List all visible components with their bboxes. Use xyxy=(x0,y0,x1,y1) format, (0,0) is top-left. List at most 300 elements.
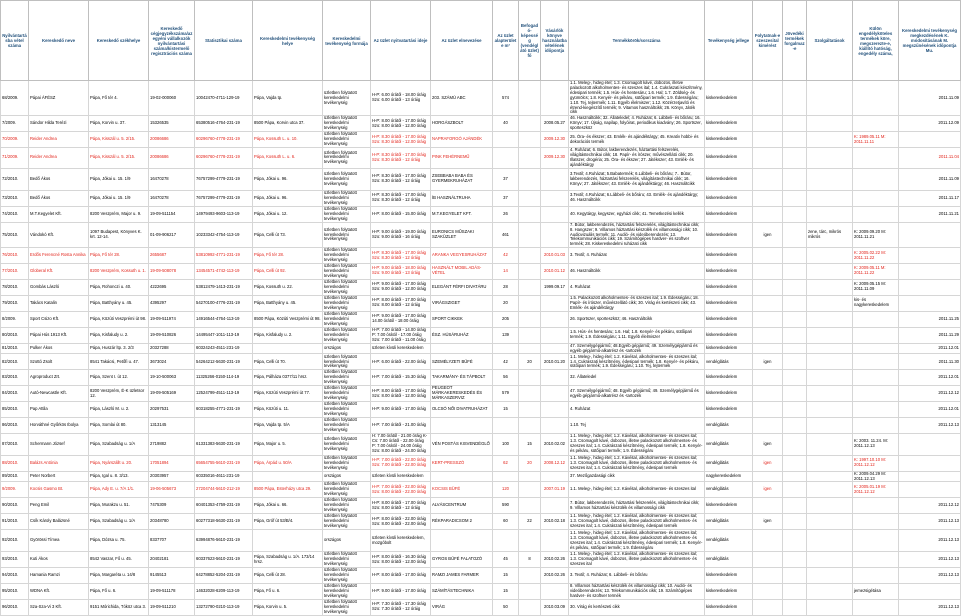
table-cell: M.T.Kegyelet Kft. xyxy=(29,206,89,222)
table-cell: 47. Személygépjármű; 48.Egyéb gépjármű; 49. Személygépjármű és egyéb gépjármű-alkatrész és -tartozék xyxy=(569,343,705,354)
table-cell xyxy=(807,311,853,327)
table-cell: 2008.12.12 xyxy=(541,455,569,471)
table-cell: nagykereskedelem xyxy=(705,471,753,482)
table-cell: üzletben folytatott kereskedelmi tevékenység xyxy=(323,279,371,295)
table-cell xyxy=(783,402,807,418)
table-cell: 20 xyxy=(519,455,541,471)
table-cell xyxy=(853,530,899,552)
table-cell xyxy=(853,116,899,132)
table-cell: 1.1. Meleg-, hideg étel; 1.2. Kávéital, alkoholmentes- és szeszes ital; 1.3. Csomagolt kávé, dobozos, illetve palackozott alkoholmentes- és szeszes ital xyxy=(569,552,705,568)
table-cell: 2010.01.03 xyxy=(541,248,569,264)
table-cell: 2011.11.25 xyxy=(899,311,961,327)
table-cell: vendéglátás xyxy=(705,354,753,370)
table-cell xyxy=(783,116,807,132)
table-cell: 26. Sportszer, sporteszköz; 46. Használtcikk xyxy=(569,311,705,327)
table-cell: Györössi Tímea xyxy=(29,530,89,552)
table-cell: Pápa, Szabadság u. 1/A xyxy=(89,514,149,530)
table-cell: 82/2010. xyxy=(1,354,29,370)
table-cell: 2010.01.12 xyxy=(541,263,569,279)
table-cell: Pulker Ákos xyxy=(29,343,89,354)
table-cell: VIRÁG xyxy=(431,599,493,615)
column-header: Külön engedélyköteles termékek köre, megszerezte-e, kiállító hatóság, engedély száma, xyxy=(853,1,899,81)
table-cell: üzletben folytatott kereskedelmi tevékenység xyxy=(323,417,371,433)
table-cell: 16470278 xyxy=(149,190,195,206)
table-cell xyxy=(783,552,807,568)
table-cell: Autó-Newcastle Kft. xyxy=(29,386,89,402)
table-cell: H-P: 8.00 órától - 16.30 óráig Szo: 8.00 órától - 12.00 óráig xyxy=(371,552,431,568)
table-cell: üzletben folytatott kereskedelmi tevékenység xyxy=(323,148,371,169)
table-cell: 1999.09.17 xyxy=(541,279,569,295)
table-cell xyxy=(431,530,493,552)
table-cell: Pápa, Kisfaludy u. 2. xyxy=(89,327,149,343)
table-cell: 2008.05.27 xyxy=(541,116,569,132)
table-cell xyxy=(519,132,541,148)
table-cell xyxy=(541,81,569,116)
table-cell: H-P: 9.00 órától - 17.00 óráig xyxy=(371,402,431,418)
table-cell: HORGÁSZBOLT xyxy=(431,116,493,132)
table-cell: Pápa, Jókai u. 15. 1/9 xyxy=(89,168,149,190)
column-header: Folytatnak-e szeszesital kimérést xyxy=(753,1,783,81)
table-cell: 80/2010. xyxy=(1,327,29,343)
table-cell: 60324243-4511-231-19 xyxy=(195,343,253,354)
table-cell: H-P: 9.00 órától - 17.00 óráig Szo: 9.00 órától - 12.00 óráig xyxy=(371,279,431,295)
table-cell: 30. Virág és kertészeti cikk xyxy=(569,599,705,615)
table-cell: üzletben folytatott kereskedelmi tevékenység xyxy=(323,433,371,455)
table-cell: 3.Textil; 4.Ruházat; 5.Babatermék; 6.Lábbeli- és bőráru; 7.. Bútor, lakberendezés, háztartási felszerelés, világítástechnikai cikk; 16. Könyv; 27. Játékszer; 43. Emlék- és ajándéktárgy; 46. Használtcikk xyxy=(569,168,705,190)
table-cell xyxy=(253,471,323,482)
table-cell: KOCSIS BÜFÉ xyxy=(431,482,493,498)
table-cell xyxy=(783,433,807,455)
table-cell xyxy=(807,343,853,354)
table-cell xyxy=(753,81,783,116)
table-cell xyxy=(807,354,853,370)
table-cell: 8542 Vaszar, Fő u. 45. xyxy=(89,552,149,568)
table-cell xyxy=(519,279,541,295)
table-row xyxy=(1,498,961,514)
table-cell xyxy=(541,190,569,206)
table-cell: 19-10-500063 xyxy=(149,370,195,386)
table-cell xyxy=(519,568,541,584)
table-cell xyxy=(807,132,853,148)
table-cell: 2011.12.13 xyxy=(899,552,961,568)
table-cell: 75/2010. xyxy=(1,222,29,248)
table-cell: H-P: 7.00 órától - 22.00 óráig Szo: 7.00 órától - 22.00 óráig xyxy=(371,455,431,471)
table-row xyxy=(1,482,961,498)
table-cell: kiskereskedelem xyxy=(705,386,753,402)
table-cell: 2007.01.19 xyxy=(541,482,569,498)
table-cell: 10042470-4711-129-19 xyxy=(195,81,253,116)
table-cell: igen xyxy=(753,455,783,471)
table-cell: Pápa, Kossuth L. u. 10. xyxy=(253,132,323,148)
table-cell: 2011.12.13 xyxy=(899,599,961,615)
table-cell xyxy=(493,148,519,169)
table-cell: 20297531 xyxy=(149,402,195,418)
table-cell xyxy=(899,482,961,498)
table-cell: Pápa, Huszár ltp. 3. 2/3 xyxy=(89,343,149,354)
table-cell xyxy=(783,263,807,279)
table-cell: 84/2010. xyxy=(1,386,29,402)
table-cell: 47. Személygépjármű; 48. Egyéb gépjármű; 49. Személygépjármű és egyéb gépjármű-alkatrész és -tartozék xyxy=(569,386,705,402)
table-cell: Pápa, Közúti u. 11. xyxy=(253,402,323,418)
table-cell: üzletben folytatott kereskedelmi tevékenység xyxy=(323,132,371,148)
table-cell: 1.1. Meleg-, hideg étel; 1.3. Csomagolt kávé, dobozos, illetve palackozott alkoholmentes- és szeszes ital; 1.4. Cukrászati készítmény, édesipari termék; 1.5. Hús- és hentesáru; 1.6. Hal; 1.7. Zöldség- és gyümölcs; 1.8. Kenyér- és pékáru, sütőipari termék; 1.9. Édességáru; 1.10. Tej, tejtermék; 1.11. Egyéb élelmiszer; 1.12. Közérzetjavító és étrend-kiegészítő termék; 9. Vitamos használtcikk; 26. Könyv, Játék cikk xyxy=(570,80,703,115)
table-cell xyxy=(493,343,519,354)
table-cell: 2011.11.17 xyxy=(899,190,961,206)
table-cell: 19-09-511974 xyxy=(149,311,195,327)
table-cell: K: 2005.02.22 M: 2011.11.22 xyxy=(853,248,899,264)
table-body xyxy=(1,81,961,616)
table-cell xyxy=(753,132,783,148)
table-cell xyxy=(753,279,783,295)
table-cell xyxy=(807,327,853,343)
table-cell: K: 2009.05.11 M: 2011.11.22 xyxy=(853,263,899,279)
table-cell xyxy=(541,402,569,418)
table-cell xyxy=(519,402,541,418)
table-cell: 13272790-0210-113-19 xyxy=(195,599,253,615)
table-cell: 96/2010. xyxy=(1,599,29,615)
table-cell xyxy=(899,471,961,482)
table-cell: 2011.12.13 xyxy=(899,514,961,530)
table-cell xyxy=(783,514,807,530)
table-cell: Pápa, Vajda tp. 5/A xyxy=(253,417,323,433)
table-cell: vendéglátás xyxy=(705,530,753,552)
table-cell: Pápai Hús 1913 Kft. xyxy=(29,327,89,343)
table-cell xyxy=(519,530,541,552)
table-cell: 22 xyxy=(519,514,541,530)
table-cell xyxy=(853,190,899,206)
table-cell: 20402181 xyxy=(149,552,195,568)
column-header: Szolgáltatások xyxy=(807,1,853,81)
table-cell: vendéglátás xyxy=(705,455,753,471)
table-cell: vendéglátás xyxy=(705,552,753,568)
table-cell: üzletben folytatott kereskedelmi tevékenység xyxy=(323,599,371,615)
table-cell xyxy=(783,190,807,206)
table-cell xyxy=(807,263,853,279)
table-cell xyxy=(783,222,807,248)
table-cell xyxy=(519,417,541,433)
table-cell: 2010.02.18 xyxy=(541,514,569,530)
column-header: Kereskedő székhelye xyxy=(89,1,149,81)
table-cell: 9151 Mórichida, Tóköz utca 3. xyxy=(89,599,149,615)
table-cell xyxy=(753,148,783,169)
table-cell: OLCSÓ NŐI DIVATRUHÁZAT xyxy=(431,402,493,418)
table-cell: 37. Mezőgazdasági cikk xyxy=(569,471,705,482)
table-cell: 139 xyxy=(493,327,519,343)
column-header: Jövedéki termékek forgalmaz-e xyxy=(783,1,807,81)
table-cell: 2011.12.12 xyxy=(899,498,961,514)
table-cell: üzletben folytatott kereskedelmi tevékenység xyxy=(323,455,371,471)
table-row xyxy=(1,583,961,599)
table-cell: kiskereskedelem xyxy=(705,116,753,132)
table-cell xyxy=(853,417,899,433)
table-cell xyxy=(783,81,807,116)
table-cell xyxy=(541,311,569,327)
table-cell: Pápa, Fő u. 6. xyxy=(253,583,323,599)
table-row xyxy=(1,402,961,418)
table-cell: kiskereskedelem xyxy=(705,402,753,418)
table-cell: kiskereskedelem xyxy=(705,370,753,386)
table-row xyxy=(1,116,961,132)
table-row xyxy=(1,471,961,482)
table-row xyxy=(1,263,961,279)
table-cell xyxy=(807,190,853,206)
table-cell: kiskereskedelem xyxy=(705,81,753,116)
table-cell: Pápa, Kisszál u. 5. 2/15. xyxy=(89,132,149,148)
table-cell: 2010.02.02 xyxy=(541,433,569,455)
table-cell xyxy=(753,386,783,402)
table-cell: 19-09-511210 xyxy=(149,599,195,615)
table-cell: 19-02-000060 xyxy=(149,81,195,116)
table-cell xyxy=(853,148,899,169)
table-cell: igen xyxy=(753,514,783,530)
table-cell: H-P: 8.00 órától - 15.00 óráig xyxy=(371,206,431,222)
table-cell xyxy=(783,132,807,148)
table-cell: 10233342-4754-113-19 xyxy=(195,222,253,248)
table-cell: kiskereskedelem xyxy=(705,206,753,222)
table-cell: ARANKA VEGYESRUHÁZAT xyxy=(431,248,493,264)
table-cell xyxy=(519,295,541,311)
table-cell: 94/2010. xyxy=(1,568,29,584)
table-cell xyxy=(783,583,807,599)
table-cell: 2011.11.29 xyxy=(899,327,961,343)
table-cell xyxy=(519,482,541,498)
table-cell: 53812479-1413-231-19 xyxy=(195,279,253,295)
table-cell: H: 7.00 órától - 21.00 óráig K-Cs: 7.00 órától - 22.00 óráig P: 7.00 órától - 24.00 óráig Szo: 8.00 órától - 24.00 óráig xyxy=(371,433,431,455)
table-cell: Csík Károly Balázsné xyxy=(29,514,89,530)
table-row xyxy=(1,354,961,370)
table-cell xyxy=(783,248,807,264)
table-cell: Horváthné Győrkös Ibolya xyxy=(29,417,89,433)
table-cell: kiskereskedelem xyxy=(705,311,753,327)
table-cell: üzletben folytatott kereskedelmi tevékenység xyxy=(323,327,371,343)
table-cell: Pápa, Fő tér 4. xyxy=(89,81,149,116)
table-cell: 16470278 xyxy=(149,168,195,190)
table-cell xyxy=(783,206,807,222)
table-cell: 32. Állateledel xyxy=(569,370,705,386)
table-cell: 76757299-4779-231-19 xyxy=(195,190,253,206)
table-row xyxy=(1,530,961,552)
table-row xyxy=(1,132,961,148)
table-cell: H-P: 6.00 órától - 18.00 óráig Szo: 6.00 órától - 13 óráig xyxy=(371,81,431,116)
table-cell xyxy=(807,370,853,386)
table-cell xyxy=(753,471,783,482)
table-cell: 65654755-5610-231-19 xyxy=(195,455,253,471)
table-cell xyxy=(783,568,807,584)
table-cell: 3. Textil; 4. Ruházat; 6. Lábbeli- és bőráru xyxy=(569,568,705,584)
table-cell: H-P: 7.00 órától - 14.00 óráig P: 7.00 órától - 17.00 óráig Szo: 7.00 órától - 11.00 óráig xyxy=(371,327,431,343)
table-cell: Peng Emil xyxy=(29,498,89,514)
table-cell xyxy=(753,295,783,311)
table-cell xyxy=(519,81,541,116)
table-cell: 54264212-5630-231-19 xyxy=(195,354,253,370)
table-cell xyxy=(807,514,853,530)
table-cell xyxy=(541,222,569,248)
table-cell: 8500 Pápa, Közúti Veszprémi út 98. xyxy=(253,311,323,327)
table-cell xyxy=(783,168,807,190)
table-cell xyxy=(753,263,783,279)
table-cell: Pápa, Jókai u. 66. xyxy=(253,498,323,514)
table-cell xyxy=(807,295,853,311)
table-cell: 2011.11.09 xyxy=(899,81,961,116)
table-cell: RÉKPARADICSOM 2 xyxy=(431,514,493,530)
table-cell: 14979493-9603-113-19 xyxy=(195,206,253,222)
table-cell: 14916544-4764-113-19 xyxy=(195,311,253,327)
table-cell: 50 xyxy=(493,599,519,615)
table-cell xyxy=(519,311,541,327)
table-cell: 19-06-505673 xyxy=(149,482,195,498)
table-cell: 2011.11.04 xyxy=(899,148,961,169)
table-cell: 27204744-5610-212-19 xyxy=(195,482,253,498)
table-row xyxy=(1,568,961,584)
table-cell: Pápa, Celli út 70. xyxy=(253,354,323,370)
table-cell: 12524799-4511-113-19 xyxy=(195,386,253,402)
table-cell: Pápa, Celli út 73. xyxy=(253,222,323,248)
table-cell xyxy=(853,386,899,402)
table-cell: 13454571-4742-113-19 xyxy=(195,263,253,279)
table-cell: 76/2010. xyxy=(1,248,29,264)
table-cell: üzletben folytatott kereskedelmi tevékenység xyxy=(323,263,371,279)
table-cell: 54270100-4776-231-19 xyxy=(195,295,253,311)
table-cell: Pápa, Celli út 28. xyxy=(253,568,323,584)
table-cell: Pápa, Jókai u. 96. xyxy=(253,190,323,206)
table-cell xyxy=(853,343,899,354)
table-cell xyxy=(431,417,493,433)
table-cell: üzletben folytatott kereskedelmi tevékenység xyxy=(323,386,371,402)
table-cell: igen xyxy=(753,482,783,498)
table-cell xyxy=(807,568,853,584)
table-cell xyxy=(541,583,569,599)
table-cell xyxy=(807,599,853,615)
table-cell: üzletben folytatott kereskedelmi tevékenység xyxy=(323,222,371,248)
table-cell: H-P: 6.00 órától - 22.00 óráig xyxy=(371,354,431,370)
table-cell: 7475309 xyxy=(149,498,195,514)
table-cell: Pápa, Kisszál u. 5. 2/15. xyxy=(89,148,149,169)
table-cell xyxy=(783,311,807,327)
table-cell: H-P: 8.30 órától - 17.00 óráig Szo: 8.30 órától - 12 óráig xyxy=(371,248,431,264)
table-cell xyxy=(783,386,807,402)
table-row xyxy=(1,190,961,206)
table-cell: 205 xyxy=(493,311,519,327)
table-cell: PINK FEHÉRNEMŰ xyxy=(431,148,493,169)
table-cell xyxy=(541,370,569,386)
table-cell: 37 xyxy=(493,168,519,190)
table-cell: 62 xyxy=(493,455,519,471)
table-cell xyxy=(807,168,853,190)
table-cell: vendéglátás xyxy=(705,514,753,530)
table-cell: KERT-PRESSZÓ xyxy=(431,455,493,471)
table-cell: 88/2010. xyxy=(1,455,29,471)
table-cell: K: 2009.09.20 M: 2011.11.21 xyxy=(853,222,899,248)
table-cell xyxy=(753,402,783,418)
table-cell: 1.1. Meleg-, hideg étel; 1.2. Kávéital, alkoholmentes- és szeszes ital; 1.3. Csomagolt kávé, dobozos, illetve palackozott alkoholmentes- és szeszes ital; 1.4. Cukrászati készítmény, édesipari termék xyxy=(569,514,705,530)
table-cell: 2011.12.13 xyxy=(899,530,961,552)
table-cell: Pápa, Szent I. út 12. xyxy=(89,370,149,386)
table-cell: VIRÁGSZIGET xyxy=(431,295,493,311)
table-cell xyxy=(899,263,961,279)
table-cell: üzletben folytatott kereskedelmi tevékenység xyxy=(323,206,371,222)
table-cell: H-P: 7.00 órától - 22.00 óráig Szo: 8.00 órától - 22.00 óráig xyxy=(371,482,431,498)
table-cell: vendéglátás xyxy=(705,482,753,498)
table-cell: 2009.12.30 xyxy=(541,148,569,169)
table-cell: kiskereskedelem xyxy=(705,327,753,343)
table-cell: H-P: 8.00 órától - 17.00 óráig Szo: 8.00 órától - 12.00 óráig xyxy=(371,116,431,132)
table-cell: 579 xyxy=(493,386,519,402)
table-cell: H-P: 8.00 órától - 17.00 óráig Szo: 8.00 órától - 12 óráig xyxy=(371,295,431,311)
table-cell: 56 xyxy=(493,370,519,386)
table-cell: Pápa, Margaréta u. 14/8 xyxy=(89,568,149,584)
table-row xyxy=(1,552,961,568)
column-header: Statisztikai száma xyxy=(195,1,253,81)
table-cell: 120 xyxy=(493,482,519,498)
table-cell xyxy=(753,206,783,222)
table-cell xyxy=(753,530,783,552)
table-cell: 85/2010. xyxy=(1,402,29,418)
table-cell xyxy=(899,132,961,148)
table-cell: kiskereskedelem xyxy=(705,498,753,514)
table-cell: 26 xyxy=(493,206,519,222)
table-cell: 46. Használtcikk; 32. Állateledel; 4. Ruházat; 6. Lábbeli- és bőráru; 16. Könyv; 17. Újság, napilap, folyóirat, periodikus kiadvány; 26. Sportszer, sporteszköz xyxy=(569,116,705,132)
column-header: Kereskedő neve xyxy=(29,1,89,81)
table-cell: 9/2009. xyxy=(1,482,29,498)
table-cell: RAMZI JAMES FARMER xyxy=(431,568,493,584)
table-cell: SZEMÉLYZETI BÜFÉ xyxy=(431,354,493,370)
table-cell: H-P: 9.00 órától - 18.00 óráig Szo: 9.00 órától - 13 óráig xyxy=(371,263,431,279)
table-cell: Schermann József xyxy=(29,433,89,455)
table-cell: Pápa, Korvin u. 37. xyxy=(89,116,149,132)
table-cell: 1.5. Palackozott alkoholmentes- és szeszes ital; 1.9. Édességáru; 18. Papír- és írószer, művészellátó cikk; 30. Virág és kertészeti cikk; 43. Emlék- és ajándéktárgy xyxy=(569,295,705,311)
table-cell: Pápa, Árpád u. 50/A xyxy=(253,455,323,471)
column-header: Kereskedelmi tevékenység helye xyxy=(253,1,323,81)
table-row xyxy=(1,279,961,295)
table-cell xyxy=(519,263,541,279)
table-cell xyxy=(807,248,853,264)
table-cell xyxy=(519,370,541,386)
table-cell: kiskereskedelem xyxy=(705,599,753,615)
table-cell xyxy=(807,386,853,402)
table-cell: 19-09-510826 xyxy=(149,327,195,343)
table-cell xyxy=(853,168,899,190)
table-cell: 61331383-5630-231-19 xyxy=(195,433,253,455)
table-cell: H-P: 8.30 órától - 17.00 óráig Szo: 8.30 órától - 12 óráig xyxy=(371,190,431,206)
table-cell: kiskereskedelem xyxy=(705,343,753,354)
table-cell: 19-09-505169 xyxy=(149,386,195,402)
table-cell xyxy=(519,498,541,514)
table-cell xyxy=(783,482,807,498)
table-cell: 93/2010. xyxy=(1,552,29,568)
table-cell: 60277318-5630-231-19 xyxy=(195,514,253,530)
table-cell xyxy=(783,530,807,552)
column-header: Kereskedelmi tevékenység megkezdésének K. módosításának M. megszűnésének időpontja Mu. xyxy=(899,1,961,81)
table-cell: Bedő Ákos xyxy=(29,168,89,190)
table-cell xyxy=(807,417,853,433)
table-cell: 83/2010. xyxy=(1,370,29,386)
table-cell: 1.1. Meleg-, hideg étel; 1.2. Kávéital, alkoholmentes- és szeszes ital; 1.3. Csomagolt kávé, dobozos, illetve palackozott alkoholmentes- és szeszes ital; 1.4. Cukrászati készítmény, édesipari termék xyxy=(569,455,705,471)
table-cell xyxy=(899,279,961,295)
table-cell xyxy=(853,552,899,568)
table-cell: 3.Textil; 4.Ruházat; 6.Lábbeli- és bőráru; 43. Emlék- és ajándéktárgy; 46. Használtcikk xyxy=(569,190,705,206)
table-cell: 79/2010. xyxy=(1,295,29,311)
table-cell xyxy=(783,599,807,615)
table-cell xyxy=(853,498,899,514)
table-cell: Pápa, Korvin u. 5. xyxy=(253,599,323,615)
table-cell xyxy=(783,279,807,295)
table-row xyxy=(1,248,961,264)
table-cell: H-P: 9.00 órától - 17.00 óráig 14.00 órától - 18.00 óráig xyxy=(371,311,431,327)
table-cell: 203. SZÁMÚ ABC xyxy=(431,81,493,116)
table-cell xyxy=(519,343,541,354)
table-cell: H-P: 8.30 órától - 17.00 óráig Szo: 8.30 órától - 12.00 óráig xyxy=(371,132,431,148)
table-cell xyxy=(783,148,807,169)
